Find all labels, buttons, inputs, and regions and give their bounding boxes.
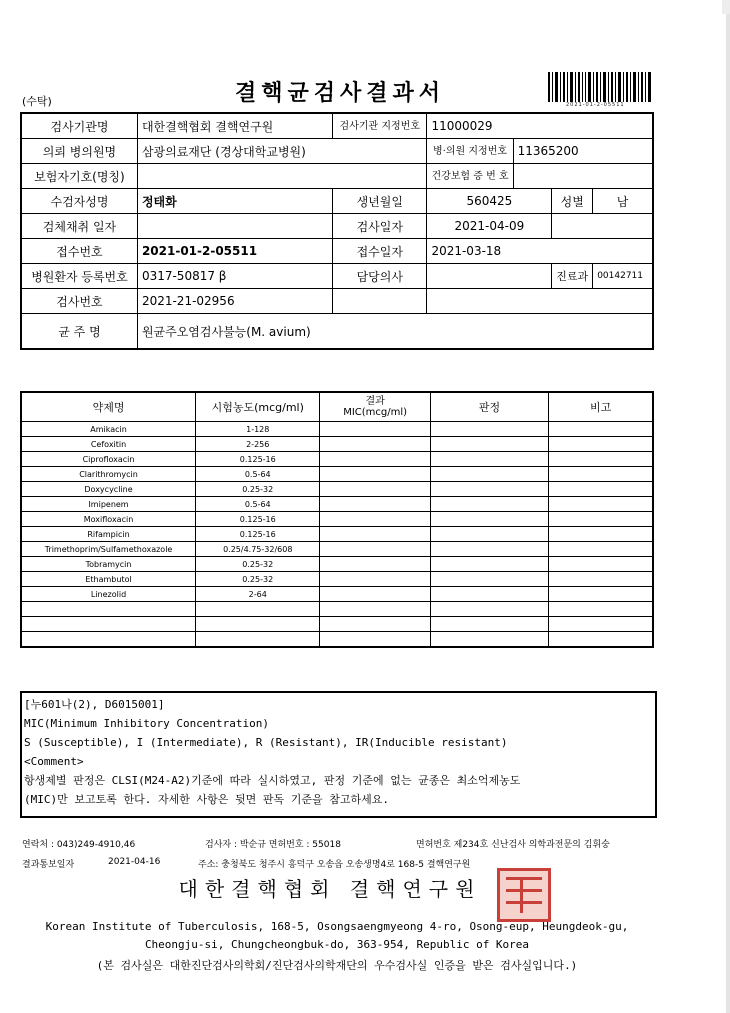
drug-result [320,437,430,452]
footer-report-date-label: 결과통보일자 [22,860,75,870]
hospital-code-label: 병·의원 지정번호 [427,139,513,164]
drug-row [21,542,653,557]
drug-judge [430,482,548,497]
drug-row [21,452,653,467]
drug-judge [430,572,548,587]
drug-name: Ethambutol [21,572,196,587]
drug-name [21,617,196,632]
drug-judge [430,602,548,617]
footer-phone: 연락처 : 043)249-4910,46 [22,840,136,850]
birth-label: 생년월일 [333,189,427,214]
drug-result [320,422,430,437]
col-result-bottom: MIC(mcg/ml) [343,407,408,418]
comment-line-5: 항생제별 판정은 CLSI(M24-A2)기준에 따라 실시하였고, 판정 기준에 없는 균종은 최소억제농도 [24,774,521,787]
drug-range: 0.125-16 [196,527,320,542]
drug-note [549,482,653,497]
drug-result [320,557,430,572]
drug-range [196,632,320,648]
comment-line-4: <Comment> [24,755,84,768]
sex-value: 남 [593,189,653,214]
receipt-label: 접수번호 [21,239,137,264]
drug-row [21,572,653,587]
receipt-value: 2021-01-2-05511 [137,239,332,264]
drug-row [21,422,653,437]
drug-judge [430,542,548,557]
drug-row [21,467,653,482]
drug-judge [430,632,548,648]
drug-note [549,587,653,602]
col-note: 비고 [549,392,653,422]
col-result-top: 결과 [365,396,385,407]
drug-note [549,467,653,482]
agency-value: 대한결핵협회 결핵연구원 [137,113,332,139]
test-no-blank1 [333,289,427,314]
drug-note [549,602,653,617]
drug-name: Linezolid [21,587,196,602]
test-date-value: 2021-04-09 [427,214,552,239]
drug-name: Ciprofloxacin [21,452,196,467]
drug-note [549,422,653,437]
drug-note [549,527,653,542]
health-insurance-value [513,164,653,189]
reg-value: 0317-50817 β [137,264,332,289]
comment-line-1: [누601나(2), D6015001] [24,698,165,711]
comment-line-3: S (Susceptible), I (Intermediate), R (Resistant), IR(Inducible resistant) [24,736,508,749]
drug-range [196,602,320,617]
official-seal-icon [497,868,551,922]
drug-judge [430,587,548,602]
strain-value: 원균주오염검사불능(M. avium) [137,314,653,350]
drug-judge [430,422,548,437]
drug-note [549,497,653,512]
drug-note [549,512,653,527]
drug-note [549,437,653,452]
drug-range: 0.125-16 [196,512,320,527]
reg-label: 병원환자 등록번호 [21,264,137,289]
drug-judge [430,497,548,512]
drug-result [320,572,430,587]
insurance-value [137,164,427,189]
drug-row [21,497,653,512]
certification-note: (본 검사실은 대한진단검사의학회/진단검사의학재단의 우수검사실 인증을 받은 검사실입니다.) [96,959,578,972]
drug-judge [430,437,548,452]
dept-label: 진료과 [552,264,593,289]
drug-name: Doxycycline [21,482,196,497]
drug-name: Moxifloxacin [21,512,196,527]
drug-result [320,452,430,467]
comment-box [20,691,657,818]
drug-range [196,617,320,632]
document-title: 결핵균검사결과서 [234,80,446,106]
drug-range: 0.25-32 [196,557,320,572]
col-test-range: 시험농도(mcg/ml) [196,392,320,422]
drug-row [21,437,653,452]
patient-value: 정태화 [137,189,332,214]
drug-range: 0.25-32 [196,482,320,497]
barcode-number: 2021-01-2-05511 [566,102,625,108]
drug-result [320,482,430,497]
drug-judge [430,512,548,527]
sex-label: 성별 [552,189,593,214]
drug-result [320,527,430,542]
test-date-label: 검사일자 [333,214,427,239]
drug-result [320,467,430,482]
drug-judge [430,527,548,542]
barcode-icon [548,72,652,102]
test-no-value: 2021-21-02956 [137,289,332,314]
drug-note [549,632,653,648]
drug-name [21,602,196,617]
agency-label: 검사기관명 [21,113,137,139]
hospital-code-value: 11365200 [513,139,653,164]
test-no-blank2 [427,289,653,314]
col-result [320,392,430,422]
drug-range: 1-128 [196,422,320,437]
drug-name: Tobramycin [21,557,196,572]
health-insurance-label: 건강보험 증 번 호 [427,164,513,189]
drug-name: Imipenem [21,497,196,512]
dept-value: 00142711 [593,264,653,289]
drug-judge [430,617,548,632]
comment-line-2: MIC(Minimum Inhibitory Concentration) [24,717,270,730]
drug-row [21,617,653,632]
drug-result [320,632,430,648]
drug-row [21,587,653,602]
drug-row [21,557,653,572]
english-address-line-1: Korean Institute of Tuberculosis, 168-5, Osongsaengmyeong 4-ro, Osong-eup, Heungdeok-gu, [45,920,629,933]
receipt-date-label: 접수일자 [333,239,427,264]
drug-note [549,617,653,632]
drug-name: Clarithromycin [21,467,196,482]
drug-susceptibility-table [20,391,654,648]
footer-address: 주소: 충청북도 청주시 흥덕구 오송읍 오송생명4로 168-5 결핵연구원 [198,860,471,870]
birth-value: 560425 [427,189,552,214]
drug-result [320,587,430,602]
drug-result [320,617,430,632]
drug-name: Cefoxitin [21,437,196,452]
drug-row [21,512,653,527]
drug-result [320,497,430,512]
organization-name: 대한결핵협회 결핵연구원 [178,877,482,901]
drug-range: 0.125-16 [196,452,320,467]
scrollbar-corner [722,0,730,14]
drug-judge [430,467,548,482]
drug-note [549,572,653,587]
footer-inspector: 검사자 : 박순규 면허번호 : 55018 [205,840,341,850]
drug-name: Rifampicin [21,527,196,542]
drug-result [320,602,430,617]
collection-label: 검체채취 일자 [21,214,137,239]
col-drug-name: 약제명 [21,392,196,422]
drug-range: 0.25-32 [196,572,320,587]
patient-label: 수검자성명 [21,189,137,214]
drug-note [549,452,653,467]
drug-row [21,482,653,497]
receipt-date-value: 2021-03-18 [427,239,653,264]
drug-note [549,557,653,572]
drug-judge [430,452,548,467]
footer-report-date: 2021-04-16 [108,857,161,867]
test-date-blank [552,214,653,239]
drug-result [320,512,430,527]
patient-info-table [20,112,654,350]
footer-license: 면허번호 제234호 신난검사 의학과전문의 김휘숭 [416,840,610,850]
hospital-label: 의뢰 병의원명 [21,139,137,164]
english-address-line-2: Cheongju-si, Chungcheongbuk-do, 363-954, Republic of Korea [144,938,530,951]
drug-range: 2-256 [196,437,320,452]
scrollbar-track [726,0,730,1013]
agency-code-label: 검사기관 지정번호 [333,113,427,139]
comment-line-6: (MIC)만 보고토록 한다. 자세한 사항은 뒷면 판독 기준을 참고하세요. [24,793,389,806]
collection-value [137,214,332,239]
drug-range: 2-64 [196,587,320,602]
drug-row [21,602,653,617]
drug-name [21,632,196,648]
drug-name: Trimethoprim/Sulfamethoxazole [21,542,196,557]
test-no-label: 검사번호 [21,289,137,314]
drug-row [21,632,653,648]
drug-range: 0.25/4.75-32/608 [196,542,320,557]
drug-range: 0.5-64 [196,497,320,512]
drug-name: Amikacin [21,422,196,437]
drug-note [549,542,653,557]
doctor-label: 담당의사 [333,264,427,289]
col-judge: 판정 [430,392,548,422]
strain-label: 균 주 명 [21,314,137,350]
drug-result [320,542,430,557]
drug-judge [430,557,548,572]
doctor-value [427,264,552,289]
insurance-label: 보험자기호(명칭) [21,164,137,189]
consignment-label: (수탁) [22,95,52,108]
drug-row [21,527,653,542]
hospital-value: 삼광의료재단 (경상대학교병원) [137,139,427,164]
agency-code-value: 11000029 [427,113,653,139]
drug-range: 0.5-64 [196,467,320,482]
